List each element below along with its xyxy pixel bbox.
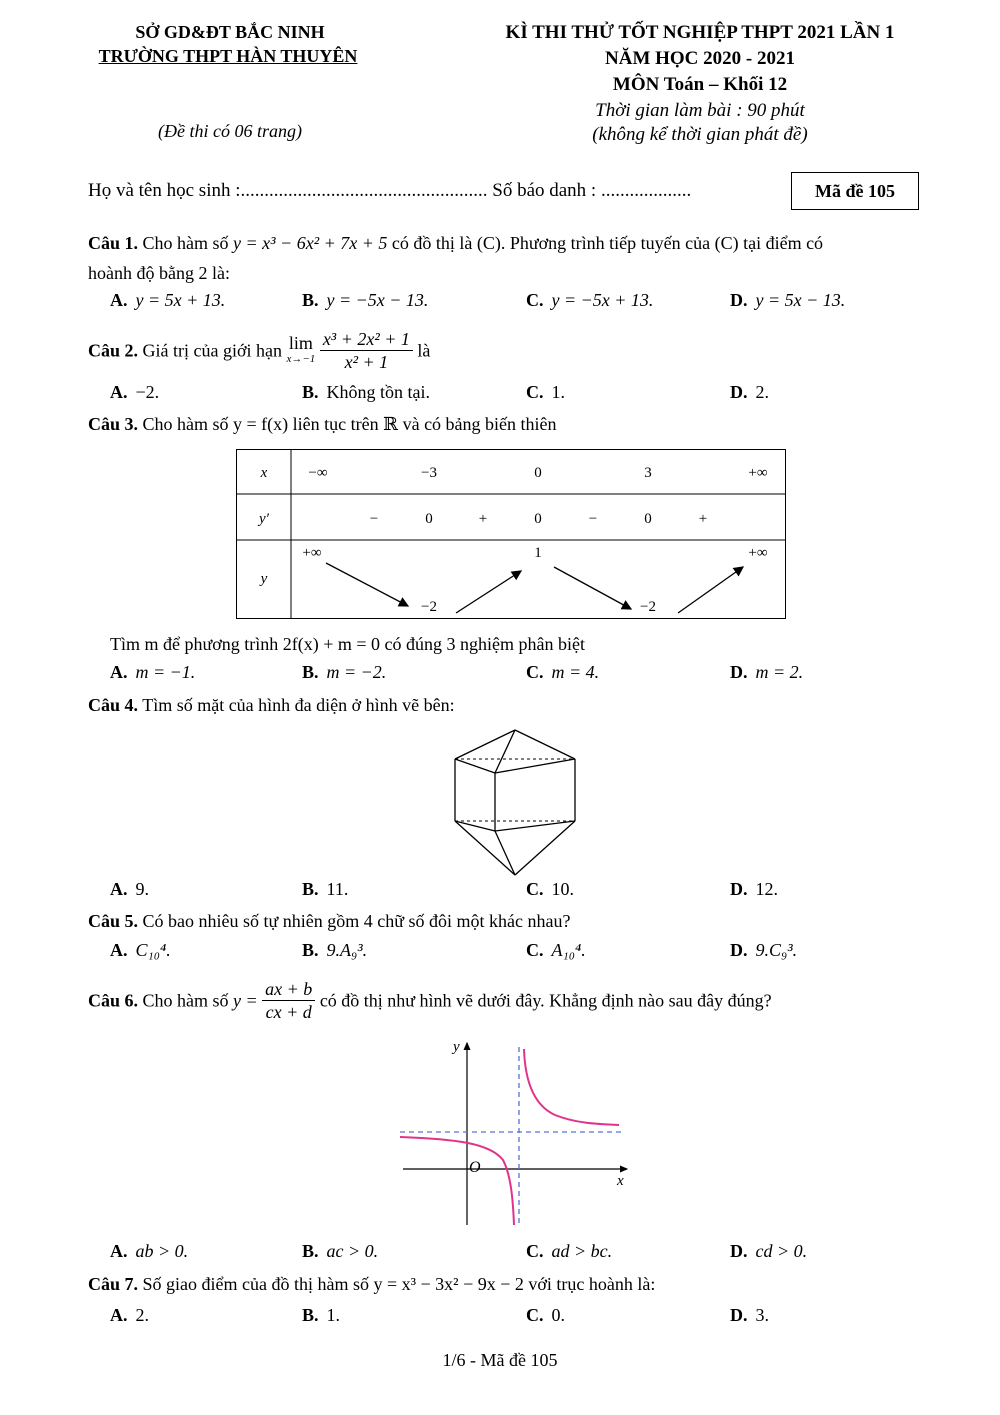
- exam-code: Mã đề 105: [815, 180, 895, 201]
- question-5: [88, 907, 922, 935]
- polyhedron-figure: [440, 725, 590, 880]
- curve-left-branch: [400, 1137, 514, 1225]
- option-a[interactable]: A. 2.: [110, 1305, 149, 1325]
- x-value: +∞: [748, 465, 768, 481]
- x-value: 3: [644, 465, 652, 481]
- y-value: 1: [534, 545, 542, 561]
- option-b[interactable]: B. 11.: [302, 879, 349, 899]
- option-a[interactable]: A. −2.: [110, 382, 160, 402]
- yprime-zero: 0: [425, 511, 433, 527]
- pages-note: (Đề thi có 06 trang): [158, 121, 302, 141]
- yprime-sign: +: [698, 511, 708, 527]
- question-label: Câu 3.: [88, 414, 139, 434]
- function-lhs: y =: [233, 990, 258, 1011]
- option-d[interactable]: D. cd > 0.: [730, 1241, 808, 1261]
- exam-title: KÌ THI THỬ TỐT NGHIỆP THPT 2021 LẦN 1: [505, 22, 895, 43]
- x-value: 0: [534, 465, 542, 481]
- exam-time: Thời gian làm bài : 90 phút: [595, 100, 805, 121]
- question-3-prompt: Tìm m để phương trình 2f(x) + m = 0 có đúng 3 nghiệm phân biệt: [110, 634, 586, 654]
- yprime-sign: +: [478, 511, 488, 527]
- school-year: NĂM HỌC 2020 - 2021: [605, 48, 795, 69]
- option-a[interactable]: A. y = 5x + 13.: [110, 290, 226, 310]
- option-d[interactable]: D. 3.: [730, 1305, 769, 1325]
- option-d[interactable]: D. 12.: [730, 879, 778, 899]
- page-footer: 1/6 - Mã đề 105: [442, 1350, 558, 1370]
- question-label: Câu 7.: [88, 1274, 139, 1294]
- y-value: −2: [640, 599, 656, 615]
- table-x-label: x: [260, 465, 268, 481]
- variation-table: [236, 449, 788, 621]
- question-4: [88, 691, 922, 719]
- yprime-sign: −: [369, 511, 379, 527]
- student-info-line: Họ và tên học sinh :.................................................... Số báo danh : ...................: [88, 180, 692, 201]
- option-c[interactable]: C. m = 4.: [526, 662, 600, 682]
- question-text: Giá trị của giới hạn: [142, 340, 282, 361]
- option-c[interactable]: C. ad > bc.: [526, 1241, 613, 1261]
- question-text: có đồ thị như hình vẽ dưới đây. Khẳng định nào sau đây đúng?: [319, 990, 772, 1011]
- question-text: Cho hàm số y = f(x) liên tục trên ℝ và có bảng biến thiên: [142, 414, 557, 434]
- limit-fraction: $\frac{\text{x³ + 2x² + 1}}{\text{x² + 1}}$: [320, 328, 413, 373]
- option-b[interactable]: B. ac > 0.: [302, 1241, 379, 1261]
- question-7: [88, 1270, 922, 1298]
- function-expression: y = x³ − 6x² + 7x + 5: [233, 233, 388, 253]
- question-text: có đồ thị là (C). Phương trình tiếp tuyến của (C) tại điểm có: [391, 233, 824, 253]
- limit-operator: lim x→−1: [286, 332, 316, 365]
- decrease-arrow: [326, 563, 408, 606]
- option-b[interactable]: B. 9.A₉³.: [302, 940, 368, 960]
- y-value: +∞: [302, 545, 322, 561]
- y-value: +∞: [748, 545, 768, 561]
- option-b[interactable]: B. y = −5x − 13.: [302, 290, 429, 310]
- option-b[interactable]: B. 1.: [302, 1305, 341, 1325]
- option-c[interactable]: C. 10.: [526, 879, 574, 899]
- decrease-arrow: [554, 567, 631, 609]
- origin-label: O: [469, 1159, 481, 1176]
- exam-time-note: (không kể thời gian phát đề): [592, 124, 808, 145]
- question-2: [88, 328, 922, 373]
- hyperbola-graph: [395, 1035, 635, 1230]
- y-value: −2: [421, 599, 437, 615]
- option-c[interactable]: C. A₁₀⁴.: [526, 940, 586, 960]
- exam-code-box: [791, 172, 919, 210]
- question-text: Cho hàm số: [142, 233, 229, 253]
- option-d[interactable]: D. 2.: [730, 382, 769, 402]
- option-b[interactable]: B. m = −2.: [302, 662, 387, 682]
- option-d[interactable]: D. 9.C₉³.: [730, 940, 798, 960]
- option-c[interactable]: C. y = −5x + 13.: [526, 290, 654, 310]
- option-c[interactable]: C. 0.: [526, 1305, 565, 1325]
- x-value: −3: [421, 465, 437, 481]
- x-value: −∞: [308, 465, 328, 481]
- question-label: Câu 6.: [88, 990, 139, 1011]
- option-a[interactable]: A. ab > 0.: [110, 1241, 189, 1261]
- option-a[interactable]: A. C₁₀⁴.: [110, 940, 171, 960]
- option-a[interactable]: A. 9.: [110, 879, 149, 899]
- option-c[interactable]: C. 1.: [526, 382, 565, 402]
- question-1: [88, 229, 922, 257]
- question-text: là: [417, 340, 431, 361]
- curve-right-branch: [524, 1049, 619, 1125]
- yprime-zero: 0: [644, 511, 652, 527]
- question-label: Câu 4.: [88, 695, 139, 715]
- question-text: Số giao điểm của đồ thị hàm số y = x³ − 3x² − 9x − 2 với trục hoành là:: [142, 1274, 656, 1294]
- question-label: Câu 2.: [88, 340, 139, 361]
- function-fraction: $\frac{ax + b}{cx + d}$: [262, 978, 315, 1023]
- question-label: Câu 5.: [88, 911, 139, 931]
- increase-arrow: [456, 571, 521, 613]
- dept-name: SỞ GD&ĐT BẮC NINH: [135, 22, 325, 42]
- subject: MÔN Toán – Khối 12: [612, 74, 788, 95]
- question-text: Tìm số mặt của hình đa diện ở hình vẽ bên:: [142, 695, 455, 715]
- option-a[interactable]: A. m = −1.: [110, 662, 196, 682]
- option-d[interactable]: D. y = 5x − 13.: [730, 290, 846, 310]
- yprime-zero: 0: [534, 511, 542, 527]
- increase-arrow: [678, 567, 743, 613]
- question-6: [88, 978, 922, 1023]
- question-1-cont: hoành độ bằng 2 là:: [88, 263, 230, 283]
- question-3: [88, 410, 922, 438]
- yprime-sign: −: [588, 511, 598, 527]
- question-text: Cho hàm số: [142, 990, 229, 1011]
- table-yprime-label: y′: [259, 511, 269, 527]
- school-name: TRƯỜNG THPT HÀN THUYÊN: [98, 46, 358, 66]
- table-y-label: y: [260, 571, 268, 587]
- y-axis-label: y: [453, 1039, 460, 1055]
- x-axis-label: x: [617, 1173, 624, 1189]
- question-text: Có bao nhiêu số tự nhiên gồm 4 chữ số đôi một khác nhau?: [142, 911, 571, 931]
- option-d[interactable]: D. m = 2.: [730, 662, 804, 682]
- option-b[interactable]: B. Không tồn tại.: [302, 382, 431, 402]
- question-label: Câu 1.: [88, 233, 139, 253]
